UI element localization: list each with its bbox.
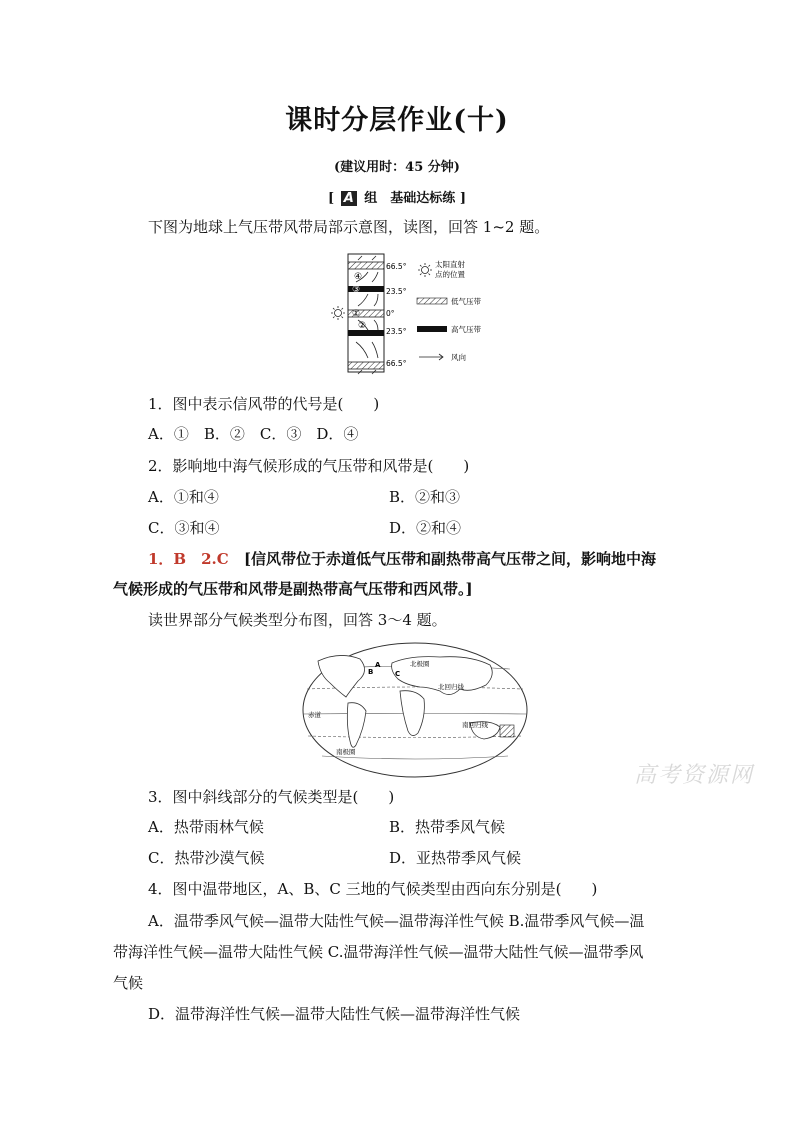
latitude-label: 23.5° <box>386 287 407 296</box>
belt-number-2: ② <box>358 321 367 331</box>
q4-options-line3: 气候 <box>113 974 144 992</box>
q1-options: A．① B．② C．③ D．④ <box>148 425 359 443</box>
q4-options-line2: 带海洋性气候—温带大陆性气候 C.温带海洋性气候—温带大陆性气候—温带季风 <box>113 943 644 961</box>
q2-stem: 2．影响地中海气候形成的气压带和风带是( ) <box>148 457 470 475</box>
belt-number-1: ① <box>352 309 361 319</box>
label-antarctic-circle: 南极圈 <box>336 748 356 756</box>
hatched-climate-region <box>500 725 514 737</box>
sun-icon <box>418 263 432 277</box>
label-equator: 赤道 <box>308 711 321 719</box>
group-header <box>0 187 794 206</box>
q3-option-d: D．亚热带季风气候 <box>389 849 522 867</box>
suggested-time: (建议用时：45 分钟) <box>334 160 460 175</box>
label-a: A <box>375 661 381 669</box>
q3-option-c: C．热带沙漠气候 <box>148 849 265 867</box>
label-tropic-of-cancer: 北回归线 <box>438 683 464 691</box>
q2-option-b: B．②和③ <box>389 488 461 506</box>
q4-options-line1: A．温带季风气候—温带大陆性气候—温带海洋性气候 B.温带季风气候—温 <box>148 912 645 930</box>
q3-option-b: B．热带季风气候 <box>389 818 506 836</box>
belt-number-4: ④ <box>354 272 363 282</box>
group-bracket-close: ] <box>459 191 466 206</box>
low-pressure-belt-north <box>348 262 384 269</box>
belt-number-3: ③ <box>352 285 361 295</box>
latitude-label: 23.5° <box>386 327 407 336</box>
page-title: 课时分层作业(十) <box>285 105 509 136</box>
legend-sun-line1: 太阳直射 <box>435 260 465 269</box>
answer-keys: 1．B 2.C <box>148 550 229 568</box>
legend-high-label: 高气压带 <box>451 325 481 334</box>
answer-explanation-line1: [信风带位于赤道低气压带和副热带高气压带之间，影响地中海 <box>243 550 657 568</box>
legend-low-swatch <box>417 298 447 304</box>
q4-option-d: D．温带海洋性气候—温带大陆性气候—温带海洋性气候 <box>148 1005 521 1023</box>
q2-option-a: A．①和④ <box>148 488 219 506</box>
group-label: 组 基础达标练 <box>364 191 456 206</box>
q2-option-d: D．②和④ <box>389 519 462 537</box>
intro-q1-2: 下图为地球上气压带风带局部示意图，读图，回答 1~2 题。 <box>148 218 550 236</box>
latitude-label: 66.5° <box>386 262 407 271</box>
label-tropic-of-capricorn: 南回归线 <box>462 721 488 729</box>
legend-high-swatch <box>417 326 447 332</box>
answer-explanation-line2: 气候形成的气压带和风带是副热带高气压带和西风带。] <box>113 580 473 598</box>
group-bracket-open: [ <box>328 191 335 206</box>
watermark: 高考资源网 <box>634 763 755 788</box>
world-climate-map <box>300 641 530 779</box>
label-arctic-circle: 北极圈 <box>410 660 430 668</box>
q4-stem: 4．图中温带地区，A、B、C 三地的气候类型由西向东分别是( ) <box>148 880 598 898</box>
q1-stem: 1．图中表示信风带的代号是( ) <box>148 395 380 413</box>
latitude-label: 0° <box>386 309 395 318</box>
q3-stem: 3．图中斜线部分的气候类型是( ) <box>148 788 395 806</box>
label-b: B <box>368 668 374 676</box>
q3-option-a: A．热带雨林气候 <box>148 818 264 836</box>
latitude-label: 66.5° <box>386 359 407 368</box>
label-c: C <box>395 670 401 678</box>
intro-q3-4: 读世界部分气候类型分布图，回答 3～4 题。 <box>148 611 447 629</box>
figure1-legend <box>415 256 505 368</box>
legend-low-label: 低气压带 <box>451 297 481 306</box>
group-badge: A <box>341 191 357 206</box>
legend-sun-line2: 点的位置 <box>435 270 465 279</box>
low-pressure-belt-south <box>348 362 384 369</box>
q2-option-c: C．③和④ <box>148 519 220 537</box>
legend-arrow-icon <box>419 354 443 360</box>
sun-icon <box>331 306 345 320</box>
legend-wind-label: 风向 <box>451 353 466 362</box>
answer-1-2 <box>148 548 656 569</box>
